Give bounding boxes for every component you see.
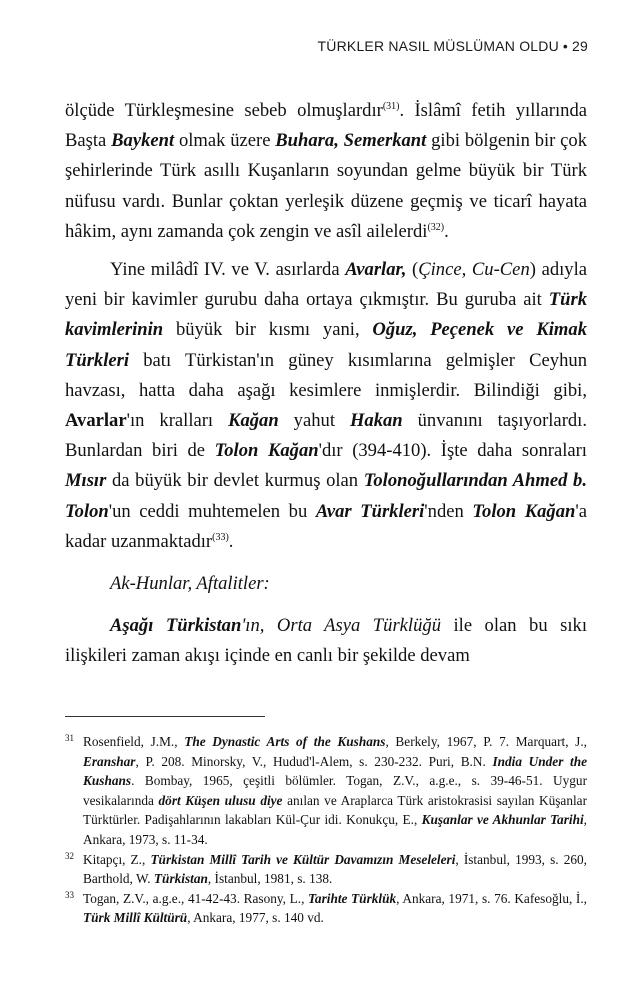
emph-turk-kavimlerinin: Türk kavimlerinin: [65, 289, 587, 341]
footnote-title: Eranshar: [83, 753, 136, 769]
footnote-divider: [65, 716, 265, 717]
text-run: Yine milâdî IV. ve V. asırlarda: [110, 259, 346, 281]
text-run: 'un ceddi muhtemelen bu: [108, 500, 316, 522]
text-run: 'a kadar uzanmaktadır: [65, 500, 587, 552]
footnote-title: The Dynastic Arts of the Kushans: [184, 734, 386, 749]
emph-hakan: Hakan: [349, 410, 403, 432]
footnote-title: Türk Millî Kültürü: [83, 910, 188, 926]
emph-cince-cucen: Çince, Cu-Cen: [418, 259, 530, 281]
emph-buhara-semerkant: Buhara, Semerkant: [275, 130, 427, 152]
text-run: yahut: [278, 410, 350, 432]
footnote-run: , Ankara, 1973, s. 11-34.: [83, 812, 587, 847]
text-run: .: [444, 220, 449, 242]
footnote-title: Türkistan: [153, 871, 208, 887]
paragraph-1: [65, 96, 587, 247]
footnote-run: , Berkely, 1967, P. 7. Marquart, J.,: [385, 734, 587, 749]
emph-tolon-kagan: Tolon Kağan: [472, 500, 576, 522]
emph-oguz-pecenek-kimak: Oğuz, Peçenek ve Kimak Türkleri: [65, 319, 587, 371]
text-run: ile olan bu sıkı ilişkileri zaman akışı içinde en canlı bir şekilde devam: [65, 615, 587, 667]
footnote-31: [65, 732, 587, 850]
emph-kagan: Kağan: [228, 410, 279, 432]
emph-baykent: Baykent: [111, 130, 175, 152]
emph-avarlar: Avarlar,: [345, 259, 407, 281]
footnote-run: , Ankara, 1977, s. 140 vd.: [187, 910, 324, 926]
text-run: olmak üzere: [174, 130, 276, 152]
footnote-text: [83, 732, 587, 850]
emph-orta-asya-turklugu: Orta Asya Türklüğü: [276, 615, 441, 637]
footnotes: [65, 732, 587, 928]
text-run: batı Türkistan'ın güney kısımlarına gelmişler Ceyhun havzası, hatta daha aşağı kesimlere inmişlerdir. Bilindiği gibi,: [65, 349, 587, 401]
text-run: ölçüde Türkleşmesine sebeb olmuşlardır: [65, 100, 383, 121]
text-run: da büyük bir devlet kurmuş olan: [106, 470, 364, 492]
footnote-run: . Bombay, 1965, çeşitli bölümler. Togan, Z.V., a.g.e., s. 39-46-51. Uygur vesikalarında: [83, 773, 587, 808]
emph-asagi-turkistan: Aşağı Türkistan: [110, 615, 242, 637]
footnote-run: , P. 208. Minorsky, V., Hudud'l-Alem, s. 230-232. Puri, B.N.: [135, 753, 493, 769]
footnote-33: [65, 889, 587, 928]
footnote-number: 32: [65, 850, 74, 861]
footnote-run: , İstanbul, 1993, s. 260, Barthold, W.: [83, 851, 587, 887]
footnote-number: 33: [65, 889, 74, 900]
text-run: .: [228, 530, 234, 552]
main-text: [65, 96, 587, 672]
page-number: 29: [572, 38, 588, 54]
footnote-run: Rosenfield, J.M.,: [83, 734, 185, 749]
text-run: . İslâmî fetih yıllarında Başta: [65, 100, 587, 152]
text-run: ) adıyla yeni bir kavimler gurubu daha ortaya çıkmıştır. Bu guruba ait: [65, 259, 588, 311]
emph-avar-turkleri: Avar Türkleri: [315, 500, 425, 522]
text-run: (: [406, 259, 419, 281]
emph-tolon-kagan: Tolon Kağan: [214, 440, 319, 462]
footnote-title: India Under the Kushans: [83, 753, 587, 789]
footnote-run: , Ankara, 1971, s. 76. Kafesoğlu, İ.,: [396, 890, 587, 906]
footnote-number: 31: [65, 733, 74, 743]
text-run: 'ın kralları: [126, 410, 229, 432]
footnote-run: Kitapçı, Z.,: [83, 851, 151, 867]
text-run: 'dır (394-410). İşte daha sonraları: [318, 440, 587, 462]
emph-misir: Mısır: [65, 470, 107, 492]
running-title: TÜRKLER NASIL MÜSLÜMAN OLDU: [317, 38, 559, 54]
text-run: 'nden: [424, 500, 473, 522]
text-run: ünvanını taşıyorlardı. Bunlardan biri de: [65, 410, 587, 462]
text-run: büyük bir kısmı yani,: [163, 319, 373, 341]
footnote-title: Tarihte Türklük: [308, 890, 397, 906]
footnote-ref-32: (32): [427, 221, 445, 233]
footnote-ref-33: (33): [212, 531, 229, 543]
footnote-title: Kuşanlar ve Akhunlar Tarihi: [421, 812, 584, 828]
footnote-title: Türkistan Millî Tarih ve Kültür Davamızın Meseleleri: [150, 851, 456, 867]
text-run: gibi bölgenin bir çok şehirlerinde Türk asıllı Kuşanların soyundan gelme büyük bir Türk nüfusu vardı. Bunlar çoktan yerleşik düzene geçmiş ve ticarî hayata hâkim, aynı zamanda çok zengin ve asîl ailelerdi: [65, 130, 588, 242]
footnote-text: [83, 850, 587, 889]
emph-avarlar-bold: Avarlar: [65, 410, 127, 432]
footnote-32: [65, 850, 587, 889]
paragraph-3: [65, 611, 587, 671]
paragraph-2: [65, 255, 587, 557]
header-separator: •: [562, 38, 569, 54]
footnote-title: dört Küşen ulusu diye: [158, 792, 283, 808]
section-subheading: Ak-Hunlar, Aftalitler:: [110, 573, 270, 595]
footnote-run: , İstanbul, 1981, s. 138.: [207, 871, 333, 887]
footnote-run: Togan, Z.V., a.g.e., 41-42-43. Rasony, L.,: [83, 890, 309, 906]
text-run: 'ın,: [241, 615, 277, 637]
footnote-ref-31: (31): [382, 100, 400, 112]
running-header: [60, 38, 588, 54]
footnote-text: [83, 889, 587, 928]
footnote-run: anılan ve Araplarca Türk aristokrasisi sayılan Küşanlar Türktürler. Padişahlarının lakabları Kül-Çur idi. Konukçu, E.,: [83, 792, 588, 828]
emph-tolonogullari: Tolonoğullarından Ahmed b. Tolon: [65, 470, 587, 522]
